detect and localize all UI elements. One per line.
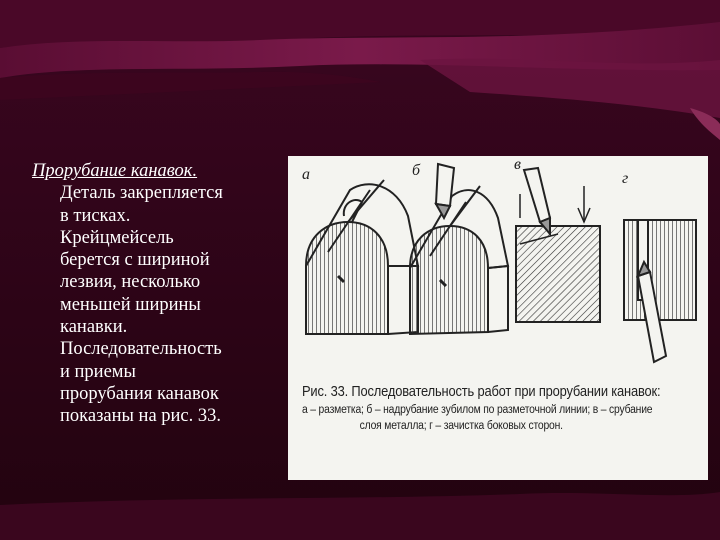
figure-label-a: а: [302, 166, 310, 183]
body-line: и приемы: [60, 361, 136, 382]
figure-caption: [302, 382, 702, 434]
caption-line: а – разметка; б – надрубание зубилом по разметочной линии; в – срубание: [302, 404, 653, 416]
figure-groove-cutting: [288, 156, 708, 480]
body-line: показаны на рис. 33.: [60, 406, 222, 427]
caption-title: Рис. 33. Последовательность работ при прорубании канавок:: [302, 383, 661, 400]
slide-heading: Прорубание канавок.: [32, 161, 198, 181]
body-line: канавки.: [60, 317, 128, 338]
caption-line: слоя металла; г – зачистка боковых сторон.: [359, 420, 563, 432]
body-line: Деталь закрепляется: [60, 183, 223, 204]
slide-text: [32, 160, 282, 428]
part-g-drawing: [624, 220, 696, 362]
figure-drawing: [288, 156, 708, 386]
part-a-drawing: [306, 180, 418, 334]
body-line: Последовательность: [60, 339, 222, 360]
body-line: берется с шириной: [60, 250, 210, 271]
figure-label-g: г: [622, 170, 629, 187]
body-line: меньшей ширины: [60, 294, 201, 315]
body-line: Крейцмейсель: [60, 227, 174, 248]
body-line: лезвия, несколько: [60, 272, 201, 293]
part-b-drawing: [410, 164, 508, 334]
figure-label-v: в: [514, 156, 521, 173]
body-line: прорубания канавок: [60, 383, 219, 404]
part-v-drawing: [516, 168, 600, 322]
figure-label-b: б: [412, 162, 421, 179]
body-line: в тисках.: [60, 205, 131, 226]
